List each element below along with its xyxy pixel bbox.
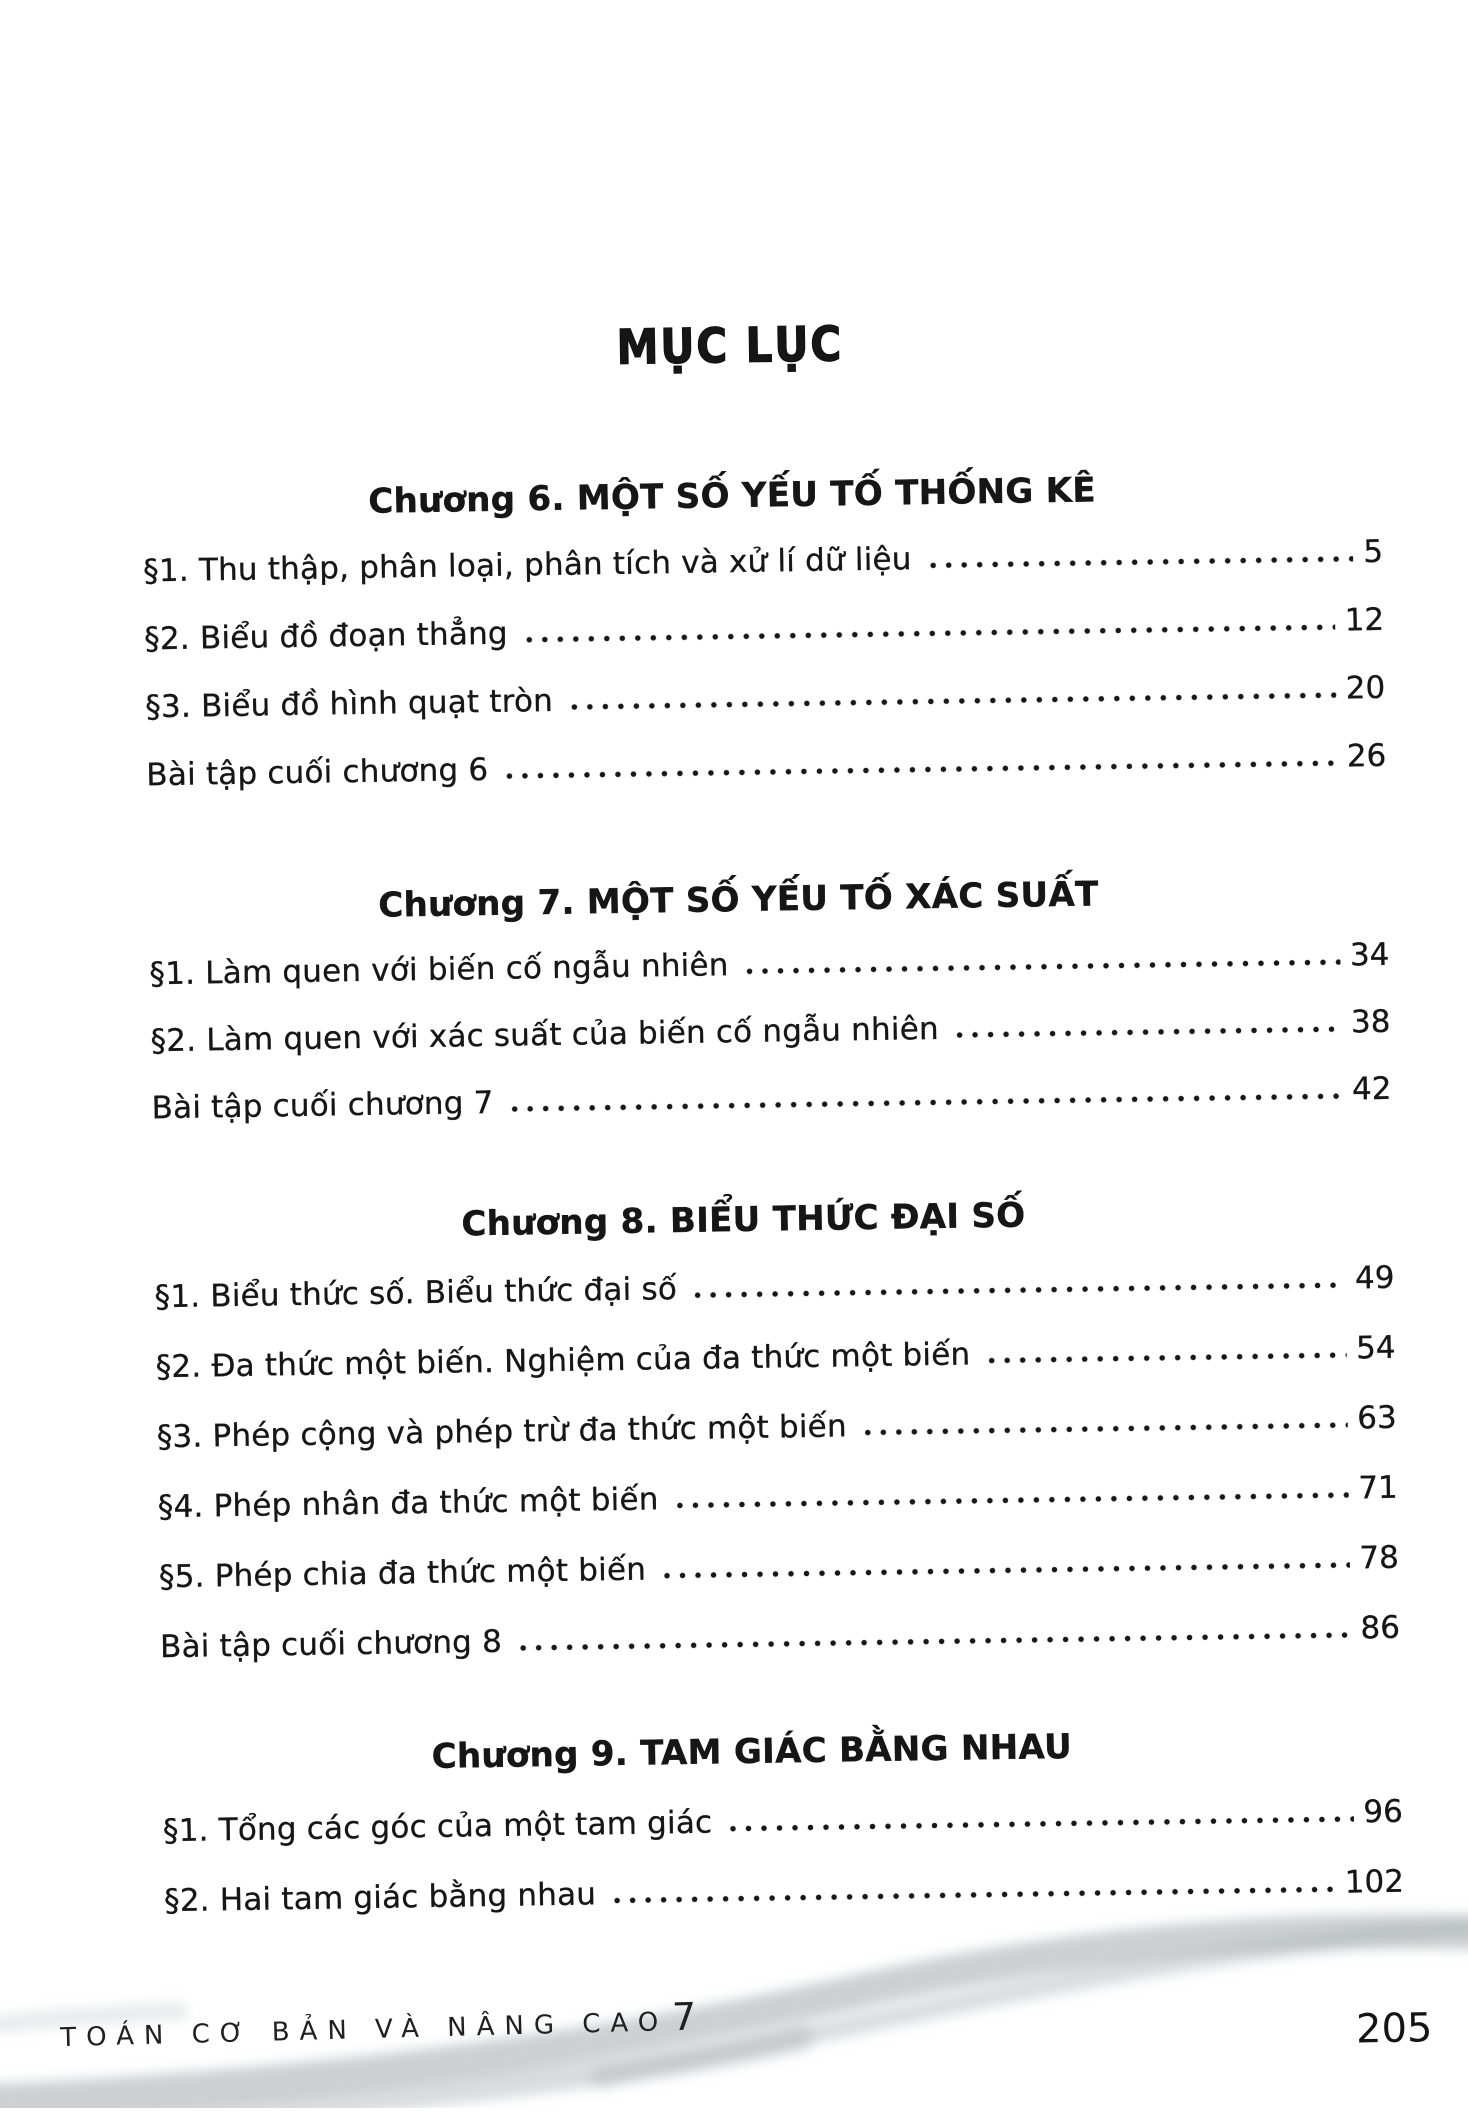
dot-leader xyxy=(726,1815,1353,1832)
entry-label: §1. Làm quen với biến cố ngẫu nhiên xyxy=(149,947,729,993)
dot-leader xyxy=(502,760,1337,780)
entry-page-number: 26 xyxy=(1346,737,1387,775)
entry-label: §3. Phép cộng và phép trừ đa thức một biến xyxy=(156,1408,848,1456)
entry-page-number: 42 xyxy=(1351,1070,1392,1108)
entry-label: Bài tập cuối chương 7 xyxy=(151,1084,494,1127)
entry-label: §1. Thu thập, phân loại, phân tích và xử lí dữ liệu xyxy=(142,541,912,590)
entry-page-number: 86 xyxy=(1360,1609,1401,1647)
entry-page-number: 102 xyxy=(1344,1863,1405,1901)
dot-leader xyxy=(861,1422,1348,1437)
dot-leader xyxy=(691,1282,1345,1299)
chapter-8-entries xyxy=(154,1245,1400,1684)
entry-label: §1. Biểu thức số. Biểu thức đại số xyxy=(154,1271,678,1316)
entry-label: Bài tập cuối chương 8 xyxy=(159,1623,503,1666)
entry-label: §2. Đa thức một biến. Nghiệm của đa thức một biến xyxy=(155,1336,971,1386)
chapter-9-heading: Chương 9. TAM GIÁC BẰNG NHAU xyxy=(431,1726,1073,1777)
entry-page-number: 20 xyxy=(1345,669,1386,707)
chapter-7-entries xyxy=(149,922,1392,1142)
chapter-7-heading: Chương 7. MỘT SỐ YẾU TỐ XÁC SUẤT xyxy=(378,874,1099,926)
entry-page-number: 49 xyxy=(1354,1259,1395,1297)
footer-grade-number: 7 xyxy=(671,1994,697,2040)
footer-book-title-text: TOÁN CƠ BẢN VÀ NÂNG CAO xyxy=(59,2007,669,2054)
entry-label: §1. Tổng các góc của một tam giác xyxy=(162,1804,713,1850)
entry-label: §5. Phép chia đa thức một biến xyxy=(158,1551,647,1596)
entry-page-number: 96 xyxy=(1363,1793,1404,1831)
entry-page-number: 78 xyxy=(1359,1539,1400,1577)
entry-page-number: 63 xyxy=(1356,1399,1397,1437)
chapter-6-heading: Chương 6. MỘT SỐ YẾU TỐ THỐNG KÊ xyxy=(367,470,1097,522)
entry-page-number: 5 xyxy=(1363,533,1384,571)
dot-leader xyxy=(567,692,1336,711)
dot-leader xyxy=(984,1352,1346,1365)
entry-label: §2. Làm quen với xác suất của biến cố ngẫu nhiên xyxy=(150,1010,940,1060)
dot-leader xyxy=(953,1026,1341,1039)
entry-label: Bài tập cuối chương 6 xyxy=(146,751,489,794)
entry-page-number: 34 xyxy=(1349,936,1390,974)
entry-page-number: 38 xyxy=(1350,1003,1391,1041)
entry-label: §2. Biểu đồ đoạn thẳng xyxy=(143,615,509,658)
chapter-6-entries xyxy=(143,519,1387,810)
dot-leader xyxy=(660,1561,1349,1579)
entry-page-number: 71 xyxy=(1358,1469,1399,1507)
dot-leader xyxy=(673,1492,1349,1510)
dot-leader xyxy=(516,1631,1351,1651)
entry-label: §4. Phép nhân đa thức một biến xyxy=(157,1481,659,1526)
entry-label: §3. Biểu đồ hình quạt tròn xyxy=(145,682,554,726)
entry-label: §2. Hai tam giác bằng nhau xyxy=(163,1876,597,1920)
dot-leader xyxy=(610,1886,1335,1904)
chapter-9-entries xyxy=(162,1779,1404,1938)
dot-leader xyxy=(926,555,1354,569)
dot-leader xyxy=(508,1093,1343,1113)
footer-book-title xyxy=(60,1994,697,2055)
entry-page-number: 12 xyxy=(1344,601,1385,639)
page-title: MỤC LỤC xyxy=(616,316,844,376)
dot-leader xyxy=(743,959,1340,975)
page-number: 205 xyxy=(1355,2005,1433,2053)
dot-leader xyxy=(522,624,1335,644)
entry-page-number: 54 xyxy=(1355,1329,1396,1367)
chapter-8-heading: Chương 8. BIỂU THỨC ĐẠI SỐ xyxy=(461,1195,1026,1245)
